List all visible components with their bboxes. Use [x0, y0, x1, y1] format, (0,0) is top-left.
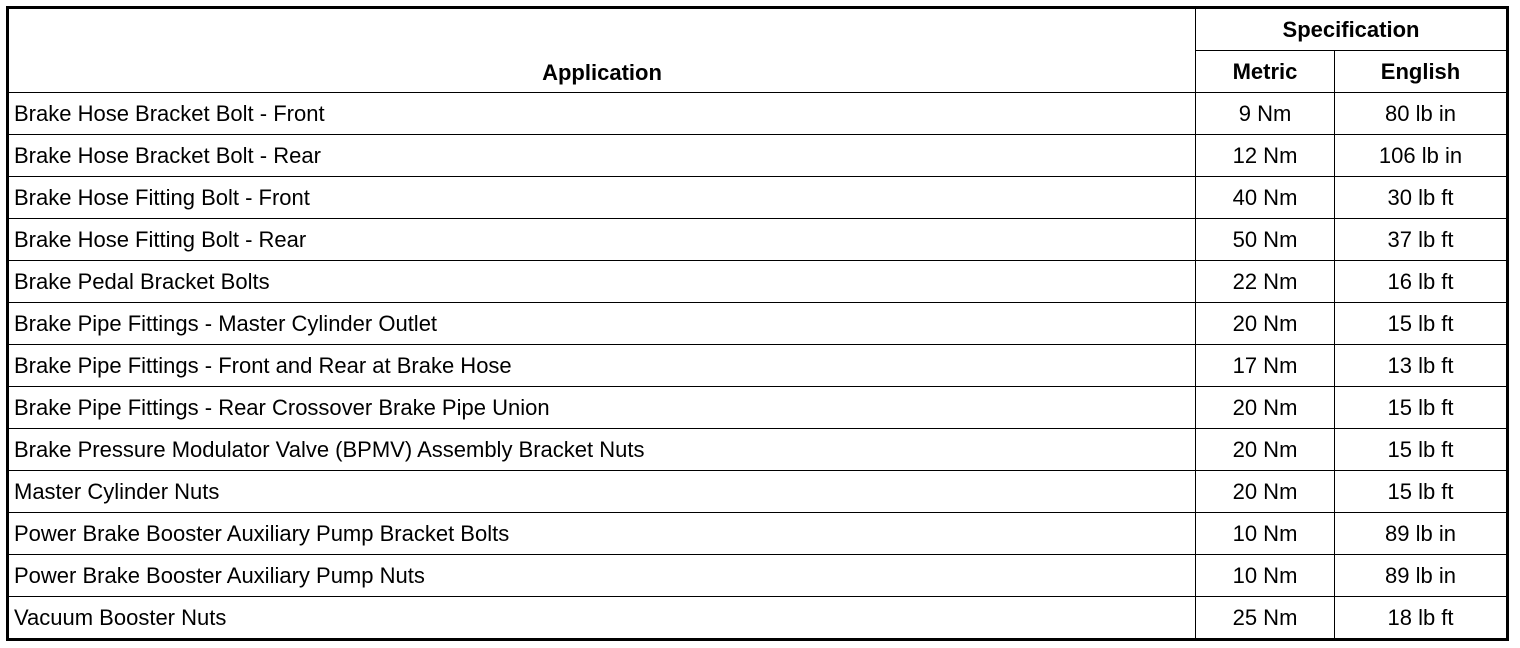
- metric-cell: 40 Nm: [1196, 177, 1335, 219]
- table-row: [8, 429, 1508, 471]
- metric-cell: 20 Nm: [1196, 471, 1335, 513]
- english-cell: 15 lb ft: [1335, 303, 1508, 345]
- english-cell: 106 lb in: [1335, 135, 1508, 177]
- table-row: [8, 513, 1508, 555]
- table-row: [8, 177, 1508, 219]
- metric-cell: 20 Nm: [1196, 387, 1335, 429]
- application-cell: Brake Pedal Bracket Bolts: [8, 261, 1196, 303]
- metric-cell: 22 Nm: [1196, 261, 1335, 303]
- header-row-group: [8, 8, 1508, 51]
- english-cell: 89 lb in: [1335, 513, 1508, 555]
- table-row: [8, 303, 1508, 345]
- application-cell: Master Cylinder Nuts: [8, 471, 1196, 513]
- table-row: [8, 345, 1508, 387]
- table-row: [8, 555, 1508, 597]
- english-cell: 30 lb ft: [1335, 177, 1508, 219]
- application-cell: Power Brake Booster Auxiliary Pump Bracket Bolts: [8, 513, 1196, 555]
- english-cell: 15 lb ft: [1335, 387, 1508, 429]
- application-cell: Brake Hose Fitting Bolt - Rear: [8, 219, 1196, 261]
- application-cell: Brake Pipe Fittings - Rear Crossover Brake Pipe Union: [8, 387, 1196, 429]
- column-header-english: English: [1335, 51, 1508, 93]
- application-cell: Power Brake Booster Auxiliary Pump Nuts: [8, 555, 1196, 597]
- english-cell: 89 lb in: [1335, 555, 1508, 597]
- metric-cell: 50 Nm: [1196, 219, 1335, 261]
- metric-cell: 12 Nm: [1196, 135, 1335, 177]
- column-header-application: Application: [8, 8, 1196, 93]
- english-cell: 15 lb ft: [1335, 429, 1508, 471]
- torque-spec-table: [6, 6, 1509, 641]
- english-cell: 18 lb ft: [1335, 597, 1508, 640]
- column-group-header-specification: Specification: [1196, 8, 1508, 51]
- table-row: [8, 387, 1508, 429]
- english-cell: 13 lb ft: [1335, 345, 1508, 387]
- metric-cell: 20 Nm: [1196, 429, 1335, 471]
- metric-cell: 10 Nm: [1196, 513, 1335, 555]
- english-cell: 15 lb ft: [1335, 471, 1508, 513]
- metric-cell: 17 Nm: [1196, 345, 1335, 387]
- table-body: [8, 93, 1508, 640]
- metric-cell: 20 Nm: [1196, 303, 1335, 345]
- metric-cell: 25 Nm: [1196, 597, 1335, 640]
- english-cell: 37 lb ft: [1335, 219, 1508, 261]
- table-row: [8, 219, 1508, 261]
- table-row: [8, 597, 1508, 640]
- table-row: [8, 261, 1508, 303]
- metric-cell: 10 Nm: [1196, 555, 1335, 597]
- table-header: [8, 8, 1508, 93]
- application-cell: Brake Hose Fitting Bolt - Front: [8, 177, 1196, 219]
- table-row: [8, 93, 1508, 135]
- application-cell: Vacuum Booster Nuts: [8, 597, 1196, 640]
- column-header-metric: Metric: [1196, 51, 1335, 93]
- application-cell: Brake Pipe Fittings - Master Cylinder Outlet: [8, 303, 1196, 345]
- metric-cell: 9 Nm: [1196, 93, 1335, 135]
- application-cell: Brake Hose Bracket Bolt - Front: [8, 93, 1196, 135]
- application-cell: Brake Hose Bracket Bolt - Rear: [8, 135, 1196, 177]
- english-cell: 80 lb in: [1335, 93, 1508, 135]
- table-row: [8, 135, 1508, 177]
- english-cell: 16 lb ft: [1335, 261, 1508, 303]
- application-cell: Brake Pressure Modulator Valve (BPMV) Assembly Bracket Nuts: [8, 429, 1196, 471]
- table-row: [8, 471, 1508, 513]
- application-cell: Brake Pipe Fittings - Front and Rear at Brake Hose: [8, 345, 1196, 387]
